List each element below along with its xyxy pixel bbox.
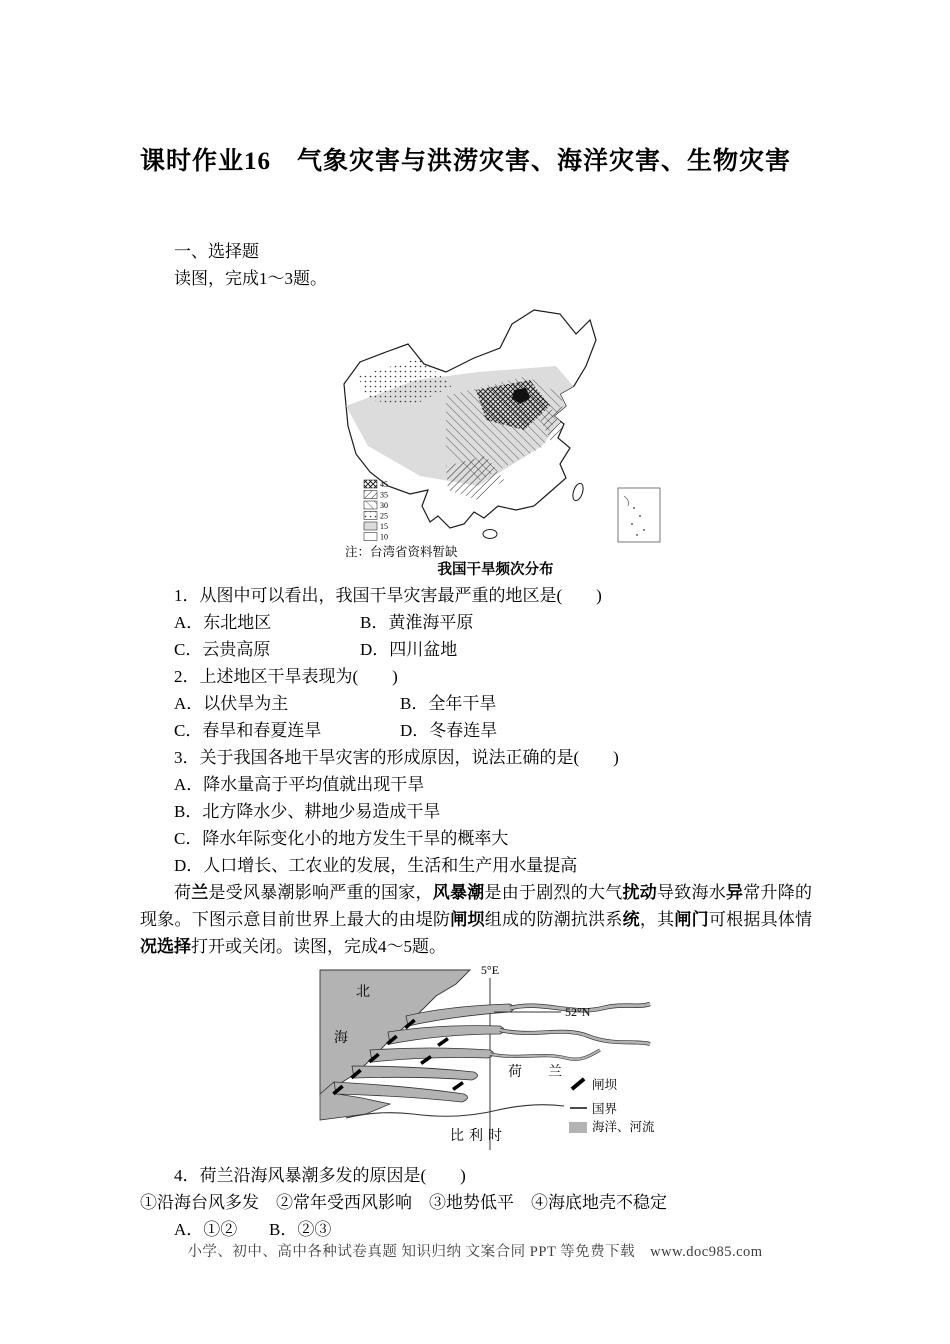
legend-sea-label: 海洋、河流 — [592, 1120, 655, 1134]
question-1-stem: 1．从图中可以看出，我国干旱灾害最严重的地区是( ) — [174, 586, 602, 605]
sea-label-sea: 海 — [334, 1031, 348, 1046]
answer-option: A．东北地区 — [174, 613, 272, 632]
netherlands-map-legend — [569, 1077, 655, 1134]
taiwan-island — [571, 482, 585, 502]
parallel-label: 52°N — [565, 1005, 591, 1019]
china-drought-map-figure — [140, 294, 812, 580]
answer-option: B．②③ — [269, 1220, 332, 1239]
answer-option: A．降水量高于平均值就出现干旱 — [174, 775, 425, 794]
answer-option: C．春旱和春夏连旱 — [174, 721, 322, 740]
question-4-stem: 4．荷兰沿海风暴潮多发的原因是( ) — [174, 1166, 466, 1185]
china-drought-map — [328, 294, 663, 544]
netherlands-label-1: 荷 — [508, 1065, 522, 1080]
legend-value: 30 — [380, 501, 388, 510]
sea-swatch-icon — [569, 1122, 587, 1133]
china-map-note: 注：台湾省资料暂缺 — [345, 545, 458, 559]
south-china-sea-inset — [618, 488, 660, 542]
intro-text: 读图，完成1～3题。 — [174, 269, 327, 288]
china-map-legend — [364, 480, 388, 542]
legend-value: 35 — [380, 490, 388, 500]
question-3-stem: 3．关于我国各地干旱灾害的形成原因，说法正确的是( ) — [174, 748, 619, 767]
hainan-island — [483, 530, 497, 539]
passage-text: 荷兰是受风暴潮影响严重的国家，风暴潮是由于剧烈的大气扰动导致海水异常升降的现象。下图示意目前世界上最大的由堤防闸坝组成的防潮抗洪系统，其闸门可根据具体情况选择打开或关闭。读图，完成4～5题。 — [140, 883, 813, 956]
sea-label-north: 北 — [356, 985, 370, 1000]
dam-icon — [571, 1077, 586, 1090]
answer-option: C．云贵高原 — [174, 640, 271, 659]
answer-option: A．以伏旱为主 — [174, 694, 289, 713]
legend-value: 25 — [380, 511, 388, 521]
page-title: 课时作业16 气象灾害与洪涝灾害、海洋灾害、生物灾害 — [140, 148, 792, 175]
answer-option: D．四川盆地 — [360, 640, 458, 659]
answer-option: B．北方降水少、耕地少易造成干旱 — [174, 802, 441, 821]
legend-value: 10 — [380, 532, 388, 542]
legend-dam-label: 闸坝 — [592, 1078, 618, 1092]
answer-option: B．全年干旱 — [400, 694, 497, 713]
question-2-stem: 2．上述地区干旱表现为( ) — [174, 667, 398, 686]
legend-value: 15 — [380, 522, 388, 531]
worksheet-body — [140, 238, 812, 1243]
netherlands-map-figure — [318, 964, 686, 1160]
netherlands-label-2: 兰 — [548, 1065, 562, 1080]
answer-option: D．人口增长、工农业的发展，生活和生产用水量提高 — [174, 856, 578, 875]
legend-border-label: 国界 — [592, 1102, 618, 1116]
belgium-label: 比利时 — [450, 1129, 507, 1144]
meridian-label: 5°E — [480, 964, 500, 977]
answer-option: A．①② — [174, 1220, 238, 1239]
footer-text: 小学、初中、高中各种试卷真题 知识归纳 文案合同 PPT 等免费下载 www.doc985.com — [187, 1244, 763, 1260]
question-4-items: ①沿海台风多发 ②常年受西风影响 ③地势低平 ④海底地壳不稳定 — [140, 1193, 667, 1212]
answer-option: B．黄淮海平原 — [360, 613, 474, 632]
legend-value: 45 — [380, 480, 388, 489]
answer-option: D．冬春连旱 — [400, 721, 498, 740]
china-map-caption: 我国干旱频次分布 — [437, 562, 554, 578]
netherlands-map — [318, 964, 683, 1152]
section-heading: 一、选择题 — [174, 242, 259, 261]
answer-option: C．降水年际变化小的地方发生干旱的概率大 — [174, 829, 509, 848]
